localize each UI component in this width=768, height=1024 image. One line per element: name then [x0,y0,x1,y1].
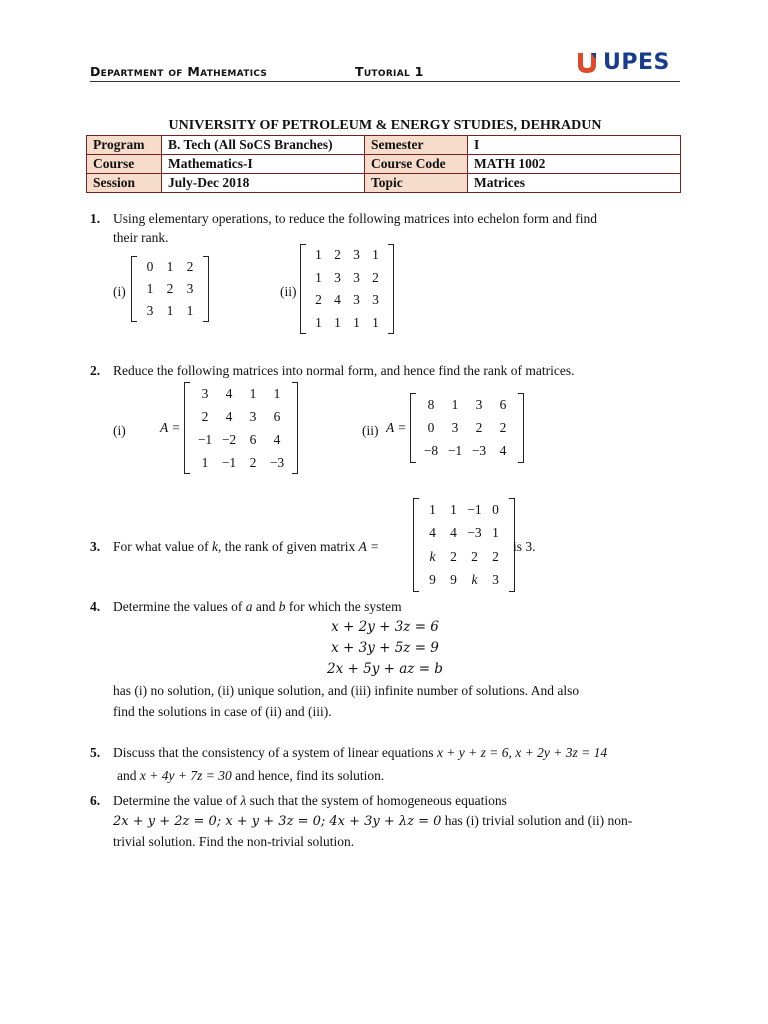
question-5-text-line2 [117,768,384,784]
question-text: Reduce the following matrices into normal form, and hence find the rank of matrices. [113,363,575,378]
matrix-entry: 0 [492,501,499,517]
matrix-entry: 2 [372,269,379,285]
matrix-grid [306,244,388,334]
matrix-entry: −1 [197,431,213,447]
matrix-entry: 3 [475,396,483,412]
university-title: UNIVERSITY OF PETROLEUM & ENERGY STUDIES, DEHRADUN [168,118,602,133]
matrix-entry: 1 [166,303,174,318]
matrix-right-bracket [203,256,209,322]
matrix-entry: 1 [166,259,174,274]
table-cell: I [468,136,681,155]
table-cell: MATH 1002 [468,155,681,174]
matrix-q1-ii [300,244,394,334]
matrix-entry: 2 [492,548,499,564]
table-cell: B. Tech (All SoCS Branches) [162,136,365,155]
matrix-q2-ii [410,393,524,463]
variable-k: k [211,539,218,554]
matrix-entry: −1 [447,443,463,459]
matrix-entry: 3 [353,247,360,263]
question-number: 5. [90,745,101,760]
label-ii: (ii) [280,284,297,299]
department-name: Department of Mathematics [90,64,268,79]
equation-2: x + 3y + 5z = 9 [331,640,439,656]
upes-logo-icon [576,51,598,75]
matrix-entry: −8 [423,443,439,459]
matrix-entry: 1 [315,247,322,263]
question-text: Discuss that the consistency of a system of linear equations [113,745,437,760]
question-text: , the rank of given matrix [217,539,359,554]
question-6-text-line2 [113,813,632,829]
table-cell: Program [87,136,162,155]
matrix-entry: −1 [221,454,237,470]
question-number: 6. [90,793,101,808]
matrix-entry: 1 [492,525,499,541]
matrix-entry: 4 [450,525,457,541]
matrix-right-bracket [388,244,394,334]
question-number: 4. [90,599,101,614]
matrix-grid [419,498,509,592]
equation: x + 4y + 7z = 30 [139,768,232,783]
matrix-entry: 0 [146,259,154,274]
matrix-entry: 1 [201,454,209,470]
matrix-right-bracket [518,393,524,463]
matrix-entry: 4 [499,443,507,459]
table-cell: Semester [365,136,468,155]
matrix-entry: 2 [450,548,457,564]
matrix-entry: 4 [225,385,233,401]
matrix-entry: 2 [186,259,194,274]
tutorial-title: Tutorial 1 [355,64,424,79]
question-text: For what value of [113,539,212,554]
variable-b: b [278,599,286,614]
question-number: 3. [90,539,101,554]
table-cell: Course [87,155,162,174]
matrix-entry: −3 [269,454,285,470]
matrix-q2-i [184,382,298,474]
matrix-entry: 2 [315,292,322,308]
matrix-entry: 1 [315,269,322,285]
matrix-entry: 3 [451,419,459,435]
question-text: is 3. [513,539,536,554]
question-3-text [113,539,379,555]
question-6-text [113,793,507,809]
matrix-entry: 4 [273,431,281,447]
matrix-entry: 1 [353,314,360,330]
matrix-entry: 4 [429,525,436,541]
upes-logo [576,50,670,75]
question-text: their rank. [113,230,169,245]
variable-a: a [245,599,253,614]
matrix-entry: 9 [450,572,457,588]
question-text: trivial solution. Find the non-trivial solution. [113,834,355,849]
matrix-entry: 1 [315,314,322,330]
matrix-entry: 2 [334,247,341,263]
matrix-right-bracket [292,382,298,474]
question-text: and hence, find its solution. [231,768,385,783]
matrix-grid [416,393,518,463]
matrix-entry: 1 [273,385,281,401]
matrix-entry: 1 [372,247,379,263]
matrix-entry: 2 [201,408,209,424]
matrix-entry: −3 [471,443,487,459]
matrix-entry: 1 [372,314,379,330]
question-text: and [252,599,279,614]
matrix-entry: 1 [429,501,436,517]
matrix-entry: 3 [249,408,257,424]
matrix-entry: 1 [186,303,194,318]
matrix-entry: 9 [429,572,436,588]
matrix-entry: −1 [467,501,482,517]
matrix-entry: 2 [475,419,483,435]
matrix-entry: 3 [372,292,379,308]
matrix-q1-i [131,256,209,322]
matrix-entry: 1 [249,385,257,401]
matrix-entry: 1 [334,314,341,330]
label-ii: (ii) [362,423,379,438]
equations: x + y + z = 6, x + 2y + 3z = 14 [436,745,608,760]
question-text: Determine the values of [113,599,246,614]
matrix-entry: 2 [166,281,174,296]
matrix-entry: 2 [249,454,257,470]
question-text: Determine the value of [113,793,241,808]
question-text: and [117,768,140,783]
question-number: 2. [90,363,101,378]
matrix-entry: 3 [353,292,360,308]
question-text: find the solutions in case of (ii) and (iii). [113,704,332,719]
question-2 [90,361,680,380]
matrix-entry: 3 [146,303,154,318]
matrix-entry: 6 [249,431,257,447]
equations: 2x + y + 2z = 0; x + y + 3z = 0; 4x + 3y + λz = 0 [113,814,442,829]
label-i: (i) [113,423,126,438]
label-i: (i) [113,284,126,299]
matrix-entry: k [471,572,478,588]
question-4-text [113,599,402,615]
matrix-entry: 3 [353,269,360,285]
matrix-entry: 2 [471,548,478,564]
variable-lambda: λ [240,793,247,808]
matrix-entry: 3 [201,385,209,401]
matrix-entry: 8 [427,396,435,412]
question-number: 1. [90,211,101,226]
matrix-variable: A = [358,539,380,554]
table-cell: Course Code [365,155,468,174]
question-1 [90,209,680,247]
question-text: Using elementary operations, to reduce the following matrices into echelon form and find [113,211,597,226]
question-text: such that the system of homogeneous equations [246,793,507,808]
matrix-entry: 3 [492,572,499,588]
question-text: for which the system [285,599,402,614]
matrix-variable: A = [160,420,181,435]
question-text: has (i) trivial solution and (ii) non- [441,813,633,828]
matrix-entry: 2 [499,419,507,435]
table-cell: Matrices [468,174,681,193]
matrix-entry: 1 [146,281,154,296]
question-text: has (i) no solution, (ii) unique solution, and (iii) infinite number of solutions. And also [113,683,580,698]
table-row [87,174,681,193]
header-rule [90,81,680,82]
matrix-entry: 4 [334,292,341,308]
equation-1: x + 2y + 3z = 6 [331,619,439,635]
matrix-entry: 1 [450,501,457,517]
matrix-entry: 0 [427,419,435,435]
question-5-text [113,745,607,761]
matrix-entry: 6 [499,396,507,412]
table-cell: Session [87,174,162,193]
table-cell: Mathematics-I [162,155,365,174]
matrix-entry: 6 [273,408,281,424]
table-row [87,136,681,155]
matrix-grid [137,256,203,322]
matrix-entry: 4 [225,408,233,424]
matrix-entry: 1 [451,396,459,412]
equation-3: 2x + 5y + az = b [327,661,443,677]
matrix-entry: −3 [467,525,482,541]
table-row [87,155,681,174]
matrix-entry: −2 [221,431,237,447]
matrix-grid [190,382,292,474]
matrix-entry: k [429,548,436,564]
table-cell: Topic [365,174,468,193]
table-cell: July-Dec 2018 [162,174,365,193]
course-info-table [86,135,681,193]
matrix-entry: 3 [334,269,341,285]
matrix-q3 [413,498,515,592]
matrix-variable: A = [386,420,407,435]
logo-text: UPES [603,50,670,75]
matrix-entry: 3 [186,281,194,296]
